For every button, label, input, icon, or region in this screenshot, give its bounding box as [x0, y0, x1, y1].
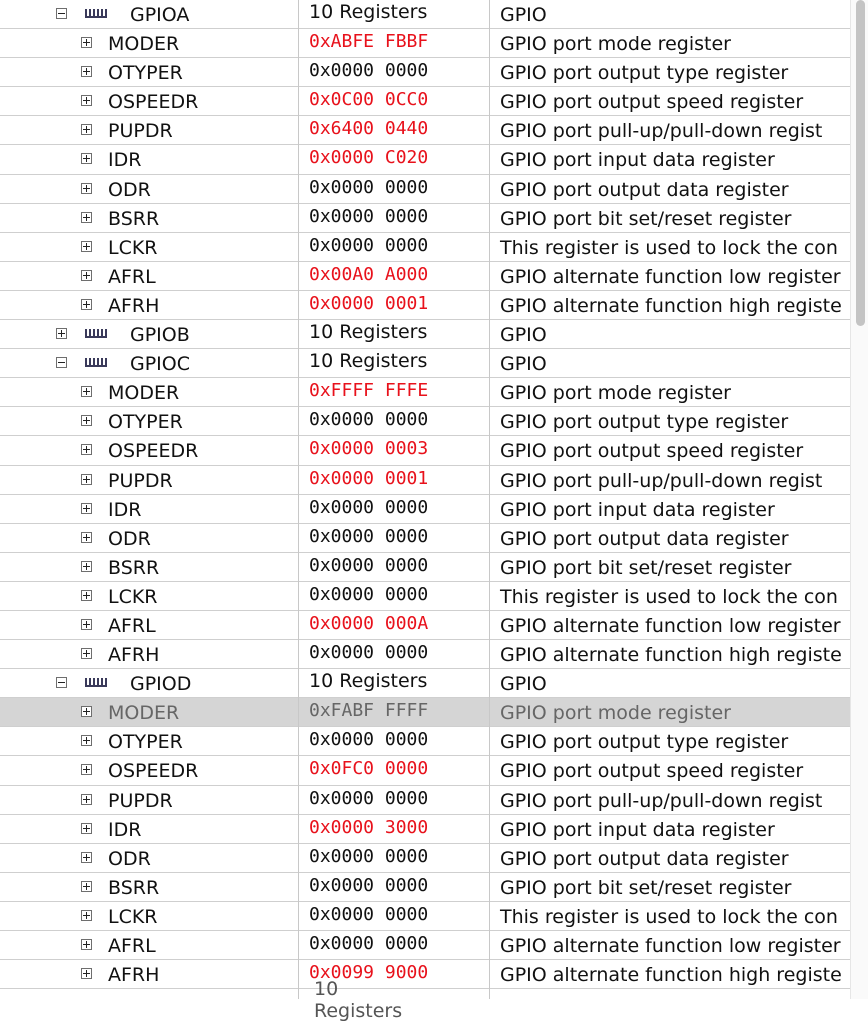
register-count: 10 Registers: [309, 670, 428, 693]
peripheral-row[interactable]: [0, 320, 850, 349]
partial-row[interactable]: [0, 978, 850, 1022]
expand-icon[interactable]: [81, 852, 92, 863]
register-row[interactable]: [0, 378, 850, 407]
register-name: OSPEEDR: [108, 91, 199, 114]
collapse-icon[interactable]: [56, 677, 67, 688]
register-name: BSRR: [108, 876, 160, 899]
register-name: LCKR: [108, 236, 158, 259]
description-cell: This register is used to lock the con: [500, 905, 838, 928]
expand-icon[interactable]: [81, 241, 92, 252]
register-row[interactable]: [0, 640, 850, 669]
description-cell: GPIO port pull-up/pull-down regist: [500, 789, 823, 812]
description-cell: GPIO port output type register: [500, 411, 789, 434]
name-cell: [0, 58, 298, 86]
collapse-icon[interactable]: [56, 357, 67, 368]
scrollbar-thumb[interactable]: [856, 0, 865, 326]
description-cell: GPIO: [500, 353, 547, 376]
expand-icon[interactable]: [81, 968, 92, 979]
description-cell: GPIO port input data register: [500, 818, 775, 841]
expand-icon[interactable]: [81, 648, 92, 659]
description-cell: GPIO alternate function high registe: [500, 644, 842, 667]
expand-icon[interactable]: [81, 66, 92, 77]
description-cell: GPIO: [500, 673, 547, 696]
description-cell: GPIO port output data register: [500, 847, 789, 870]
description-cell: This register is used to lock the con: [500, 585, 838, 608]
register-name: OTYPER: [108, 62, 183, 85]
expand-icon[interactable]: [56, 328, 67, 339]
register-name: AFRH: [108, 964, 160, 987]
name-cell: [0, 873, 298, 901]
name-cell: [0, 960, 298, 988]
register-value[interactable]: 0xFABF FFFF: [309, 700, 429, 722]
register-row[interactable]: [0, 844, 850, 873]
description-cell: GPIO port bit set/reset register: [500, 876, 792, 899]
register-value[interactable]: 0x0000 0001: [309, 292, 429, 314]
peripheral-name: GPIOD: [130, 673, 192, 696]
expand-icon[interactable]: [81, 124, 92, 135]
expand-icon[interactable]: [81, 386, 92, 397]
description-cell: GPIO port mode register: [500, 33, 731, 56]
register-value[interactable]: 0x0000 C020: [309, 147, 429, 169]
expand-icon[interactable]: [81, 706, 92, 717]
register-row[interactable]: [0, 524, 850, 553]
name-cell: [0, 262, 298, 290]
register-row[interactable]: [0, 466, 850, 495]
peripheral-name: GPIOA: [130, 4, 190, 26]
register-value[interactable]: 0x0000 0000: [309, 642, 429, 664]
expand-icon[interactable]: [81, 153, 92, 164]
register-value[interactable]: 0x0000 0000: [309, 554, 429, 576]
register-name: ODR: [108, 178, 151, 201]
register-value[interactable]: 0x0000 0000: [309, 903, 429, 925]
description-cell: GPIO port output type register: [500, 62, 789, 85]
name-cell: [0, 175, 298, 203]
expand-icon[interactable]: [81, 881, 92, 892]
register-name: IDR: [108, 498, 142, 521]
column-divider-description[interactable]: [489, 0, 490, 999]
register-name: AFRL: [108, 935, 156, 957]
chip-icon: [85, 329, 107, 338]
register-name: LCKR: [108, 905, 158, 928]
register-row[interactable]: [0, 698, 850, 727]
register-name: MODER: [108, 33, 180, 56]
register-value[interactable]: 0x0000 0000: [309, 525, 429, 547]
register-name: OTYPER: [108, 411, 183, 434]
name-cell: [0, 436, 298, 464]
expand-icon[interactable]: [81, 764, 92, 775]
chip-icon: [85, 678, 107, 687]
register-name: MODER: [108, 382, 180, 405]
name-cell: [0, 87, 298, 115]
name-cell: [0, 29, 298, 57]
register-value[interactable]: 0x0FC0 0000: [309, 758, 429, 780]
register-value[interactable]: 0x0000 0000: [309, 583, 429, 605]
expand-icon[interactable]: [81, 503, 92, 514]
register-name: PUPDR: [108, 120, 173, 143]
register-count: 10 Registers: [309, 350, 428, 373]
description-cell: GPIO alternate function high registe: [500, 964, 842, 987]
expand-icon[interactable]: [81, 939, 92, 950]
name-cell: [0, 466, 298, 494]
name-cell: [0, 349, 298, 377]
register-name: BSRR: [108, 207, 160, 230]
description-cell: GPIO: [500, 4, 547, 26]
register-value[interactable]: 0x0000 0000: [309, 874, 429, 896]
peripheral-row[interactable]: [0, 669, 850, 698]
name-cell: [0, 378, 298, 406]
description-cell: GPIO port output data register: [500, 178, 789, 201]
description-cell: GPIO: [500, 324, 547, 347]
peripheral-name: GPIOB: [130, 324, 190, 347]
description-cell: GPIO port output speed register: [500, 440, 804, 463]
name-cell: [0, 145, 298, 173]
register-row[interactable]: [0, 87, 850, 116]
expand-icon[interactable]: [81, 444, 92, 455]
expand-icon[interactable]: [81, 183, 92, 194]
register-value[interactable]: 0x0000 0000: [309, 729, 429, 751]
register-row[interactable]: [0, 407, 850, 436]
register-row[interactable]: [0, 960, 850, 989]
register-row[interactable]: [0, 902, 850, 931]
register-name: MODER: [108, 702, 180, 725]
register-row[interactable]: [0, 58, 850, 87]
expand-icon[interactable]: [81, 561, 92, 572]
register-value[interactable]: 0x0000 0000: [309, 176, 429, 198]
register-row[interactable]: [0, 582, 850, 611]
expand-icon[interactable]: [81, 794, 92, 805]
register-name: AFRL: [108, 614, 156, 637]
name-cell: [0, 756, 298, 784]
description-cell: GPIO port input data register: [500, 498, 775, 521]
register-value[interactable]: 0x0000 0000: [309, 409, 429, 431]
register-value[interactable]: 0x0C00 0CC0: [309, 89, 429, 111]
name-cell: [0, 786, 298, 814]
expand-icon[interactable]: [81, 619, 92, 630]
description-cell: GPIO port output speed register: [500, 760, 804, 783]
register-value[interactable]: 0x0000 0000: [309, 845, 429, 867]
register-name: IDR: [108, 149, 142, 172]
register-row[interactable]: [0, 233, 850, 262]
name-cell: [0, 320, 298, 348]
register-name: PUPDR: [108, 789, 173, 812]
expand-icon[interactable]: [81, 299, 92, 310]
description-cell: GPIO port output data register: [500, 527, 789, 550]
register-row[interactable]: [0, 873, 850, 902]
name-cell: [0, 844, 298, 872]
expand-icon[interactable]: [81, 823, 92, 834]
register-name: OSPEEDR: [108, 760, 199, 783]
name-cell: [0, 582, 298, 610]
name-cell: [0, 640, 298, 668]
register-value[interactable]: 0x0000 0000: [309, 60, 429, 82]
name-cell: [0, 698, 298, 726]
expand-icon[interactable]: [81, 532, 92, 543]
register-value[interactable]: 0x0000 0000: [309, 234, 429, 256]
description-cell: GPIO port bit set/reset register: [500, 556, 792, 579]
register-value[interactable]: 0x0099 9000: [309, 962, 429, 984]
register-name: AFRH: [108, 294, 160, 317]
register-value[interactable]: 0x0000 0000: [309, 933, 429, 954]
collapse-icon[interactable]: [56, 8, 67, 19]
register-value[interactable]: 0x0000 000A: [309, 612, 429, 634]
name-cell: [0, 495, 298, 523]
description-cell: GPIO port output speed register: [500, 91, 804, 114]
name-cell: [0, 0, 298, 28]
description-cell: GPIO alternate function low register: [500, 935, 841, 957]
name-cell: [0, 291, 298, 319]
description-cell: GPIO port pull-up/pull-down regist: [500, 120, 823, 143]
description-cell: GPIO alternate function high registe: [500, 294, 842, 317]
register-name: IDR: [108, 818, 142, 841]
register-row[interactable]: [0, 262, 850, 291]
description-cell: GPIO port mode register: [500, 702, 731, 725]
register-value[interactable]: 0xABFE FBBF: [309, 31, 429, 53]
register-value[interactable]: 0x0000 3000: [309, 816, 429, 838]
register-name: ODR: [108, 527, 151, 550]
chip-icon: [85, 9, 107, 18]
register-row[interactable]: [0, 495, 850, 524]
register-count: 10 Registers: [309, 1, 428, 23]
register-name: AFRH: [108, 644, 160, 667]
register-row[interactable]: [0, 116, 850, 145]
name-cell: [0, 553, 298, 581]
name-cell: [0, 931, 298, 959]
name-cell: [0, 204, 298, 232]
column-divider-value[interactable]: [298, 0, 299, 999]
register-value[interactable]: 0x0000 0000: [309, 496, 429, 518]
description-cell: This register is used to lock the con: [500, 236, 838, 259]
register-value[interactable]: 0x00A0 A000: [309, 263, 429, 285]
vertical-scrollbar[interactable]: [850, 0, 868, 999]
description-cell: GPIO alternate function low register: [500, 265, 841, 288]
register-value[interactable]: 0x0000 0000: [309, 205, 429, 227]
name-cell: [0, 407, 298, 435]
register-row[interactable]: [0, 291, 850, 320]
description-cell: GPIO port bit set/reset register: [500, 207, 792, 230]
name-cell: [0, 233, 298, 261]
expand-icon[interactable]: [81, 415, 92, 426]
register-name: OTYPER: [108, 731, 183, 754]
expand-icon[interactable]: [81, 474, 92, 485]
description-cell: GPIO port input data register: [500, 149, 775, 172]
peripheral-row[interactable]: [0, 0, 850, 29]
expand-icon[interactable]: [81, 212, 92, 223]
register-value[interactable]: 0x0000 0003: [309, 438, 429, 460]
name-cell: [0, 611, 298, 639]
expand-icon[interactable]: [81, 37, 92, 48]
register-row[interactable]: [0, 436, 850, 465]
name-cell: [0, 902, 298, 930]
partial-row-value: 10 Registers: [314, 978, 403, 1022]
register-name: AFRL: [108, 265, 156, 288]
description-cell: GPIO port output type register: [500, 731, 789, 754]
register-value[interactable]: 0x0000 0000: [309, 787, 429, 809]
chip-icon: [85, 358, 107, 367]
register-name: PUPDR: [108, 469, 173, 492]
peripheral-row[interactable]: [0, 349, 850, 378]
description-cell: GPIO port mode register: [500, 382, 731, 405]
register-row[interactable]: [0, 756, 850, 785]
name-cell: [0, 669, 298, 697]
register-row[interactable]: [0, 29, 850, 58]
register-count: 10 Registers: [309, 321, 428, 344]
register-name: ODR: [108, 847, 151, 870]
register-name: OSPEEDR: [108, 440, 199, 463]
register-row[interactable]: [0, 727, 850, 756]
register-value[interactable]: 0x0000 0001: [309, 467, 429, 489]
expand-icon[interactable]: [81, 590, 92, 601]
register-row[interactable]: [0, 611, 850, 640]
register-row[interactable]: [0, 815, 850, 844]
expand-icon[interactable]: [81, 270, 92, 281]
expand-icon[interactable]: [81, 910, 92, 921]
name-cell: [0, 727, 298, 755]
register-row[interactable]: [0, 145, 850, 174]
register-row[interactable]: [0, 931, 850, 960]
register-row[interactable]: [0, 553, 850, 582]
register-name: LCKR: [108, 585, 158, 608]
name-cell: [0, 116, 298, 144]
peripheral-name: GPIOC: [130, 353, 191, 376]
register-value[interactable]: 0x6400 0440: [309, 118, 429, 140]
register-row[interactable]: [0, 204, 850, 233]
description-cell: GPIO port pull-up/pull-down regist: [500, 469, 823, 492]
register-name: BSRR: [108, 556, 160, 579]
register-row[interactable]: [0, 786, 850, 815]
expand-icon[interactable]: [81, 95, 92, 106]
expand-icon[interactable]: [81, 735, 92, 746]
register-row[interactable]: [0, 175, 850, 204]
description-cell: GPIO alternate function low register: [500, 614, 841, 637]
register-value[interactable]: 0xFFFF FFFE: [309, 380, 429, 402]
name-cell: [0, 524, 298, 552]
name-cell: [0, 815, 298, 843]
